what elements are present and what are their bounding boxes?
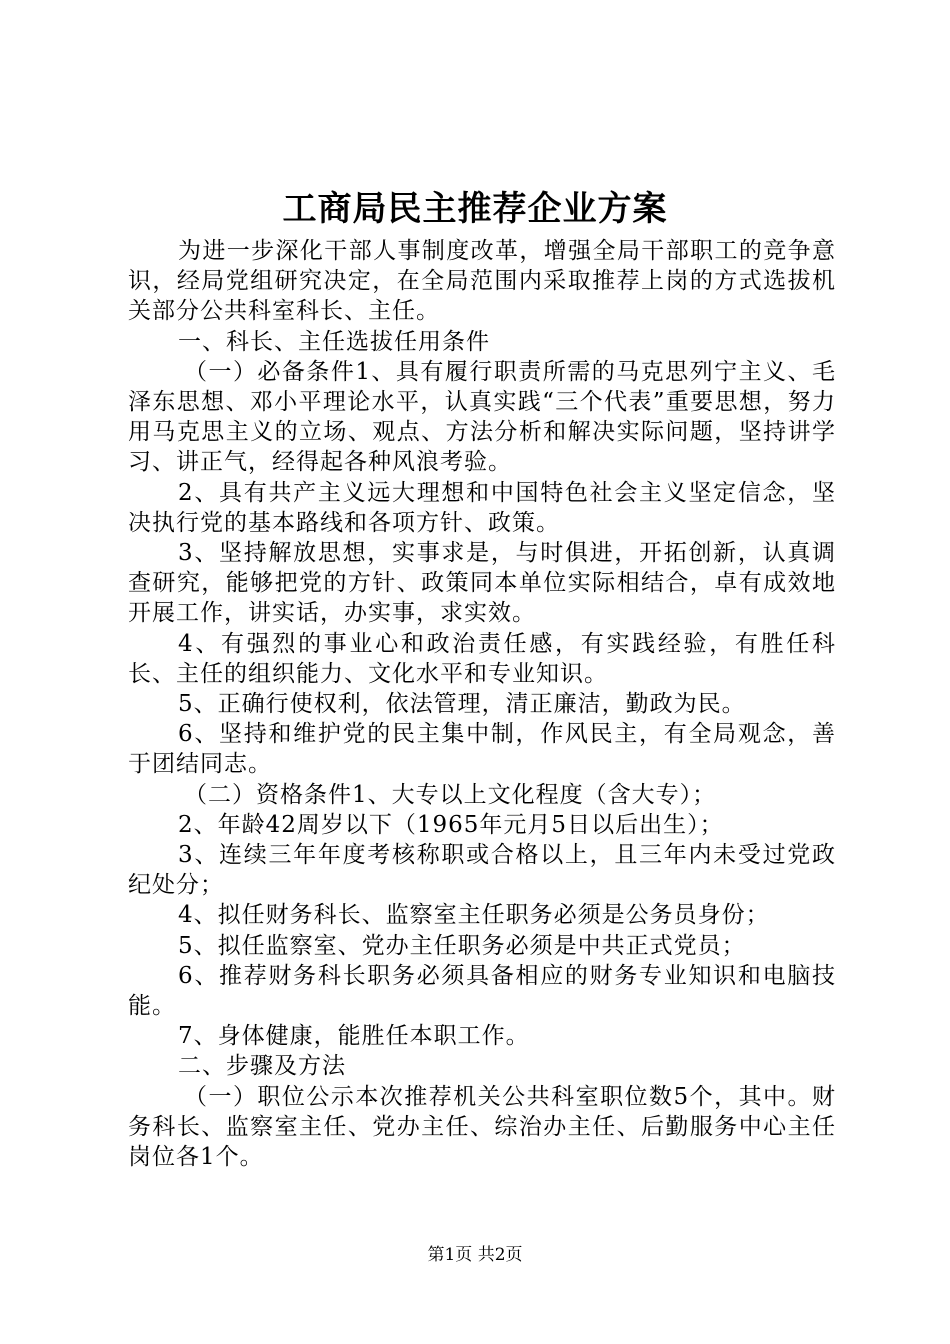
- page-number-footer: 第1页 共2页: [427, 1245, 523, 1265]
- paragraph-qualification-2: 2、年龄42周岁以下（1965年元月5日以后出生）；: [178, 811, 724, 838]
- document-body: [128, 236, 836, 1172]
- paragraph-qualification-4: 4、拟任财务科长、监察室主任职务必须是公务员身份；: [178, 902, 770, 929]
- paragraph-condition-4: 4、有强烈的事业心和政治责任感，有实践经验，有胜任科长、主任的组织能力、文化水平和专业知识。: [128, 630, 836, 687]
- paragraph-qualification-3: 3、连续三年年度考核称职或合格以上，且三年内未受过党政纪处分；: [128, 842, 836, 899]
- paragraph-qualification-7: 7、身体健康，能胜任本职工作。: [178, 1023, 530, 1050]
- paragraph-qualification-1: （二）资格条件1、大专以上文化程度（含大专）；: [184, 781, 717, 808]
- paragraph-intro: 为进一步深化干部人事制度改革，增强全局干部职工的竞争意识，经局党组研究决定，在全局范围内采取推荐上岗的方式选拔机关部分公共科室科长、主任。: [128, 238, 836, 325]
- paragraph-qualification-6: 6、推荐财务科长职务必须具备相应的财务专业知识和电脑技能。: [128, 962, 836, 1020]
- paragraph-qualification-5: 5、拟任监察室、党办主任职务必须是中共正式党员；: [178, 932, 746, 959]
- paragraph-condition-3: 3、坚持解放思想，实事求是，与时俱进，开拓创新，认真调查研究，能够把党的方针、政策同本单位实际相结合，卓有成效地开展工作，讲实话，办实事，求实效。: [128, 540, 836, 627]
- paragraph-position-notice: （一）职位公示本次推荐机关公共科室职位数5个，其中。财务科长、监察室主任、党办主任、综治办主任、后勤服务中心主任岗位各1个。: [128, 1083, 836, 1171]
- paragraph-condition-2: 2、具有共产主义远大理想和中国特色社会主义坚定信念，坚决执行党的基本路线和各项方针、政策。: [128, 479, 836, 536]
- paragraph-condition-6: 6、坚持和维护党的民主集中制，作风民主，有全局观念，善于团结同志。: [128, 721, 836, 778]
- paragraph-condition-5: 5、正确行使权利，依法管理，清正廉洁，勤政为民。: [178, 691, 746, 718]
- section-heading-1: 一、科长、主任选拔任用条件: [178, 328, 490, 355]
- document-title: 工商局民主推荐企业方案: [282, 189, 668, 229]
- paragraph-required-conditions: （一）必备条件1、具有履行职责所需的马克思列宁主义、毛泽东思想、邓小平理论水平，认真实践“三个代表”重要思想，努力用马克思主义的立场、观点、方法分析和解决实际问题，坚持讲学习、讲正气，经得起各种风浪考验。: [128, 358, 836, 476]
- section-heading-2: 二、步骤及方法: [178, 1053, 346, 1080]
